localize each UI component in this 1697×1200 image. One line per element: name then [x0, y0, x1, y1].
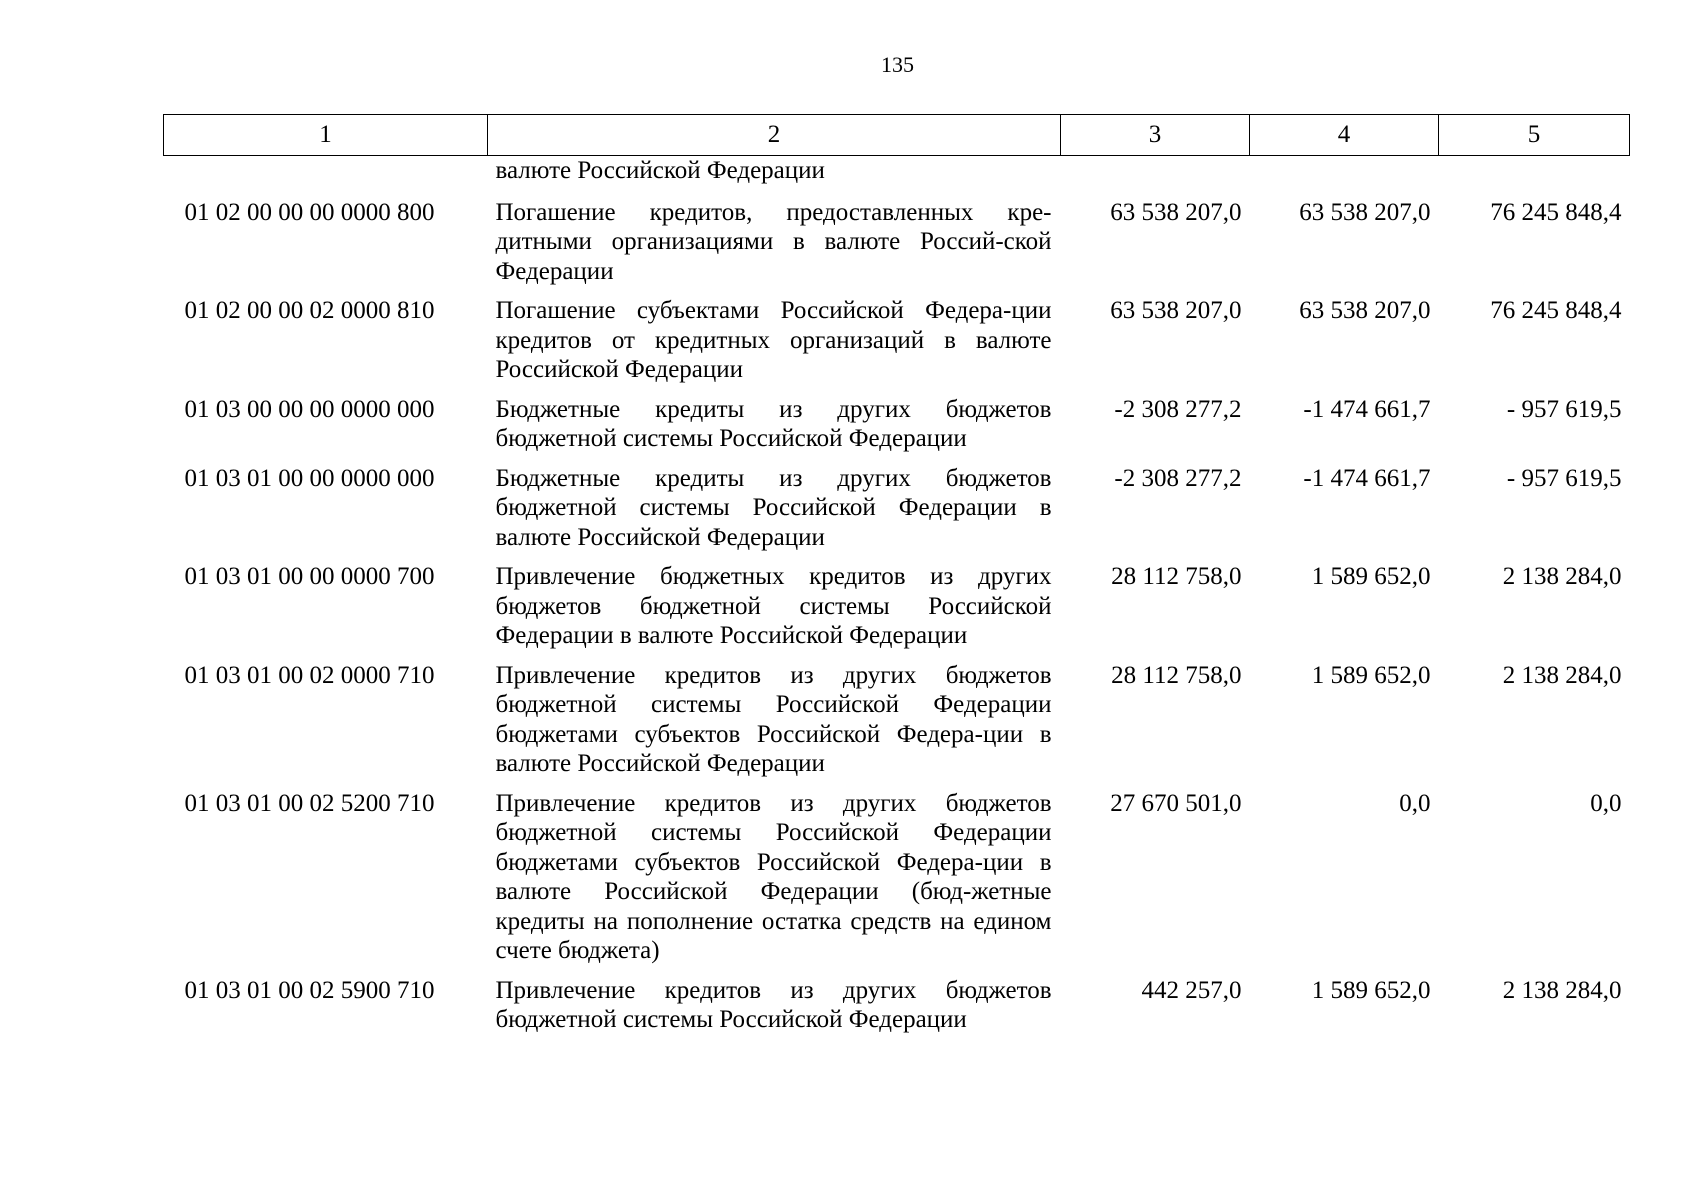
column-header-2: 2 [488, 115, 1061, 156]
table-header [164, 115, 1630, 156]
row-name: Привлечение бюджетных кредитов из других бюджетов бюджетной системы Российской Федерации в валюте Российской Федерации [495, 563, 1052, 649]
row-code: 01 02 00 00 00 0000 800 [184, 198, 435, 226]
table-row [164, 557, 1630, 656]
budget-sources-table [163, 114, 1630, 1040]
row-value-4: 1 589 652,0 [1311, 976, 1431, 1004]
row-value-4: -1 474 661,7 [1303, 464, 1431, 492]
row-value-5: 2 138 284,0 [1502, 661, 1622, 689]
column-header-1: 1 [164, 115, 488, 156]
row-code: 01 03 00 00 00 0000 000 [184, 395, 435, 423]
row-value-4: 1 589 652,0 [1311, 661, 1431, 689]
row-value-5: 2 138 284,0 [1502, 976, 1622, 1004]
column-header-3: 3 [1061, 115, 1250, 156]
row-value-5: - 957 619,5 [1506, 464, 1622, 492]
row-value-3: 442 257,0 [1141, 976, 1242, 1004]
row-code: 01 03 01 00 02 5900 710 [184, 976, 435, 1004]
row-name: Бюджетные кредиты из других бюджетов бюджетной системы Российской Федерации [495, 395, 1052, 452]
row-code: 01 03 01 00 00 0000 700 [184, 563, 435, 590]
continuation-code [164, 156, 488, 193]
table-row [164, 971, 1630, 1040]
continuation-text: валюте Российской Федерации [495, 157, 825, 184]
row-code: 01 03 01 00 02 0000 710 [184, 661, 435, 689]
row-value-3: 63 538 207,0 [1110, 297, 1242, 324]
row-value-3: 63 538 207,0 [1110, 198, 1242, 226]
row-value-5: 0,0 [1590, 789, 1622, 817]
row-value-4: 1 589 652,0 [1311, 563, 1431, 590]
row-name: Привлечение кредитов из других бюджетов бюджетной системы Российской Федерации бюджетами субъектов Российской Федера-ции в валюте Российской Федерации [495, 661, 1052, 777]
row-value-5: 2 138 284,0 [1502, 563, 1622, 590]
row-name: Погашение субъектами Российской Федера-ции кредитов от кредитных организаций в валюте Российской Федерации [495, 297, 1052, 383]
row-value-3: 28 112 758,0 [1111, 563, 1242, 590]
page-number: 135 [881, 52, 914, 77]
continuation-row [164, 156, 1630, 193]
row-code: 01 03 01 00 00 0000 000 [184, 464, 435, 492]
row-name: Привлечение кредитов из других бюджетов бюджетной системы Российской Федерации бюджетами субъектов Российской Федера-ции в валюте Российской Федерации (бюд-жетные кредиты на пополнение остатка средств на едином счете бюджета) [495, 789, 1052, 964]
table-row [164, 459, 1630, 558]
row-name: Привлечение кредитов из других бюджетов бюджетной системы Российской Федерации [495, 976, 1052, 1033]
row-value-5: 76 245 848,4 [1490, 297, 1622, 324]
table-row [164, 656, 1630, 784]
table-row [164, 784, 1630, 971]
row-code: 01 02 00 00 02 0000 810 [184, 297, 435, 324]
row-value-4: 63 538 207,0 [1299, 297, 1431, 324]
row-value-3: 28 112 758,0 [1111, 661, 1242, 689]
row-name: Бюджетные кредиты из других бюджетов бюджетной системы Российской Федерации в валюте Российской Федерации [495, 464, 1052, 551]
column-header-4: 4 [1250, 115, 1439, 156]
row-value-5: 76 245 848,4 [1490, 198, 1622, 226]
table-row [164, 390, 1630, 459]
row-value-3: -2 308 277,2 [1114, 395, 1242, 423]
row-value-3: 27 670 501,0 [1110, 789, 1242, 817]
table-row [164, 193, 1630, 292]
row-code: 01 03 01 00 02 5200 710 [184, 789, 435, 817]
row-value-4: 63 538 207,0 [1299, 198, 1431, 226]
row-value-4: -1 474 661,7 [1303, 395, 1431, 423]
row-name: Погашение кредитов, предоставленных кре-дитными организациями в валюте Россий-ской Федерации [495, 198, 1052, 285]
column-header-5: 5 [1439, 115, 1630, 156]
row-value-4: 0,0 [1399, 789, 1431, 817]
row-value-5: - 957 619,5 [1506, 395, 1622, 423]
table-row [164, 291, 1630, 390]
row-value-3: -2 308 277,2 [1114, 464, 1242, 492]
